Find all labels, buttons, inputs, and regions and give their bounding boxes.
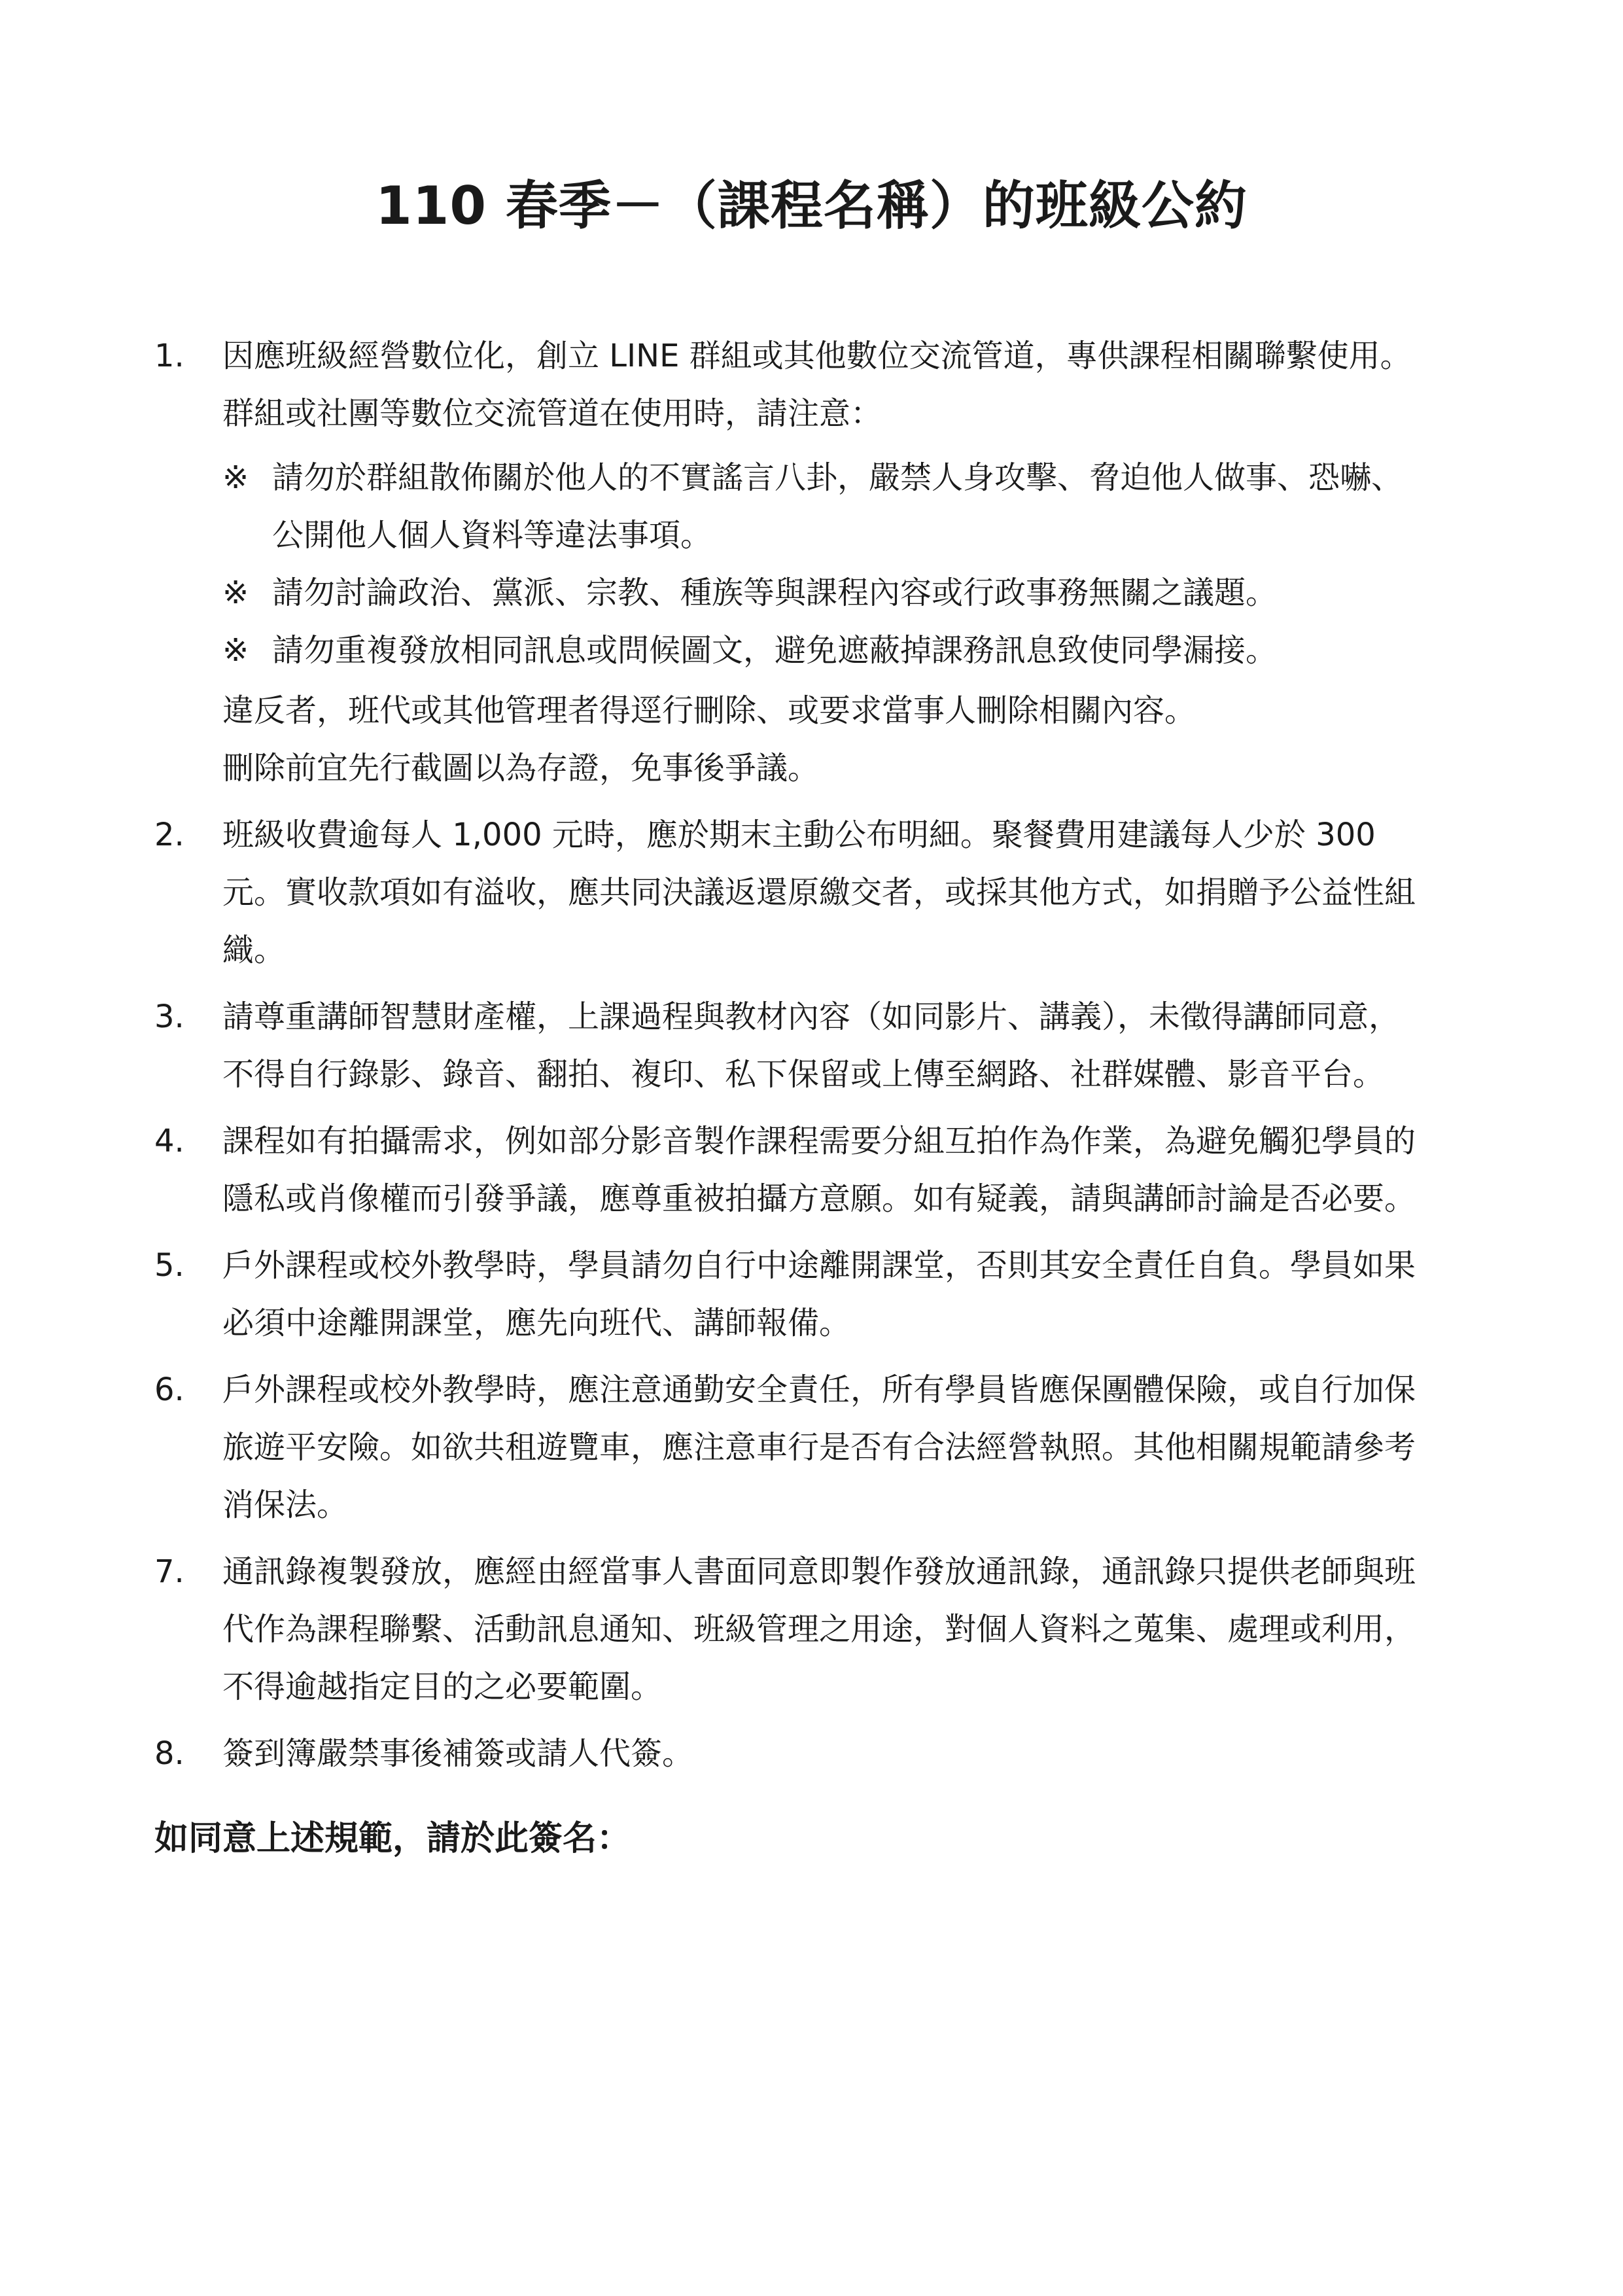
rule-text-line: 請尊重講師智慧財產權，上課過程與教材內容（如同影片、講義），未徵得講師同意， bbox=[222, 998, 1401, 1035]
reference-mark-icon: ※ bbox=[222, 459, 249, 496]
rule-notes bbox=[222, 449, 1502, 679]
page-title: 110 春季－（課程名稱）的班級公約 bbox=[375, 175, 1248, 236]
rule-item-6 bbox=[154, 1361, 1502, 1534]
rule-text-line: 課程如有拍攝需求，例如部分影音製作課程需要分組互拍作為作業，為避免觸犯學員的 bbox=[222, 1123, 1416, 1159]
consequence-text-line: 違反者，班代或其他管理者得逕行刪除、或要求當事人刪除相關內容。 bbox=[222, 692, 1196, 729]
rule-item-8 bbox=[154, 1725, 1502, 1782]
rule-text-line: 隱私或肖像權而引發爭議，應尊重被拍攝方意願。如有疑義，請與講師討論是否必要。 bbox=[222, 1180, 1416, 1217]
rule-text-line: 旅遊平安險。如欲共租遊覽車，應注意車行是否有合法經營執照。其他相關規範請參考 bbox=[222, 1429, 1416, 1466]
note-text-line: 公開他人個人資料等違法事項。 bbox=[272, 517, 712, 554]
reference-mark-icon: ※ bbox=[222, 632, 249, 669]
rule-item-4 bbox=[154, 1112, 1502, 1227]
rule-text-line: 因應班級經營數位化，創立 LINE 群組或其他數位交流管道，專供課程相關聯繫使用。 bbox=[222, 338, 1412, 374]
rule-number: 2. bbox=[154, 817, 184, 853]
rule-number: 5. bbox=[154, 1247, 184, 1284]
rule-text-line: 元。實收款項如有溢收，應共同決議返還原繳交者，或採其他方式，如捐贈予公益性組 bbox=[222, 874, 1416, 911]
note-text-line: 請勿重複發放相同訊息或問候圖文，避免遮蔽掉課務訊息致使同學漏接。 bbox=[272, 632, 1278, 669]
rule-number: 6. bbox=[154, 1371, 184, 1408]
rule-text-line: 織。 bbox=[222, 932, 286, 968]
rule-item-3 bbox=[154, 988, 1502, 1103]
rule-number: 3. bbox=[154, 998, 184, 1035]
rule-number: 4. bbox=[154, 1123, 184, 1159]
rule-number: 1. bbox=[154, 338, 184, 374]
rules-list bbox=[154, 327, 1502, 1792]
signature-prompt: 如同意上述規範，請於此簽名： bbox=[154, 1819, 631, 1858]
rule-text-line: 班級收費逾每人 1,000 元時，應於期末主動公布明細。聚餐費用建議每人少於 300 bbox=[222, 817, 1376, 853]
rule-text-line: 戶外課程或校外教學時，應注意通勤安全責任，所有學員皆應保團體保險，或自行加保 bbox=[222, 1371, 1416, 1408]
rule-item-5 bbox=[154, 1237, 1502, 1352]
consequence-text-line: 刪除前宜先行截圖以為存證，免事後爭議。 bbox=[222, 750, 820, 786]
rule-consequence bbox=[222, 682, 1502, 797]
note-text-line: 請勿討論政治、黨派、宗教、種族等與課程內容或行政事務無關之議題。 bbox=[272, 574, 1278, 611]
rule-number: 8. bbox=[154, 1735, 184, 1772]
rule-item-2 bbox=[154, 806, 1502, 979]
rule-item-7 bbox=[154, 1543, 1502, 1716]
rule-text-line: 必須中途離開課堂，應先向班代、講師報備。 bbox=[222, 1305, 851, 1341]
rule-note bbox=[222, 622, 1502, 679]
rule-item-1 bbox=[154, 327, 1502, 797]
rule-text-line: 群組或社團等數位交流管道在使用時，請注意： bbox=[222, 395, 882, 432]
rule-note bbox=[222, 564, 1502, 622]
rule-text-line: 通訊錄複製發放，應經由經當事人書面同意即製作發放通訊錄，通訊錄只提供老師與班 bbox=[222, 1553, 1416, 1590]
rule-text-line: 不得逾越指定目的之必要範圍。 bbox=[222, 1669, 663, 1705]
rule-text-line: 簽到簿嚴禁事後補簽或請人代簽。 bbox=[222, 1735, 694, 1772]
rule-note bbox=[222, 449, 1502, 564]
rule-text-line: 代作為課程聯繫、活動訊息通知、班級管理之用途，對個人資料之蒐集、處理或利用， bbox=[222, 1611, 1416, 1648]
note-text-line: 請勿於群組散佈關於他人的不實謠言八卦，嚴禁人身攻擊、脅迫他人做事、恐嚇、 bbox=[272, 459, 1403, 496]
rule-text-line: 戶外課程或校外教學時，學員請勿自行中途離開課堂，否則其安全責任自負。學員如果 bbox=[222, 1247, 1416, 1284]
rule-text-line: 不得自行錄影、錄音、翻拍、複印、私下保留或上傳至網路、社群媒體、影音平台。 bbox=[222, 1056, 1385, 1093]
rule-text-line: 消保法。 bbox=[222, 1487, 349, 1523]
rule-number: 7. bbox=[154, 1553, 184, 1590]
reference-mark-icon: ※ bbox=[222, 574, 249, 611]
